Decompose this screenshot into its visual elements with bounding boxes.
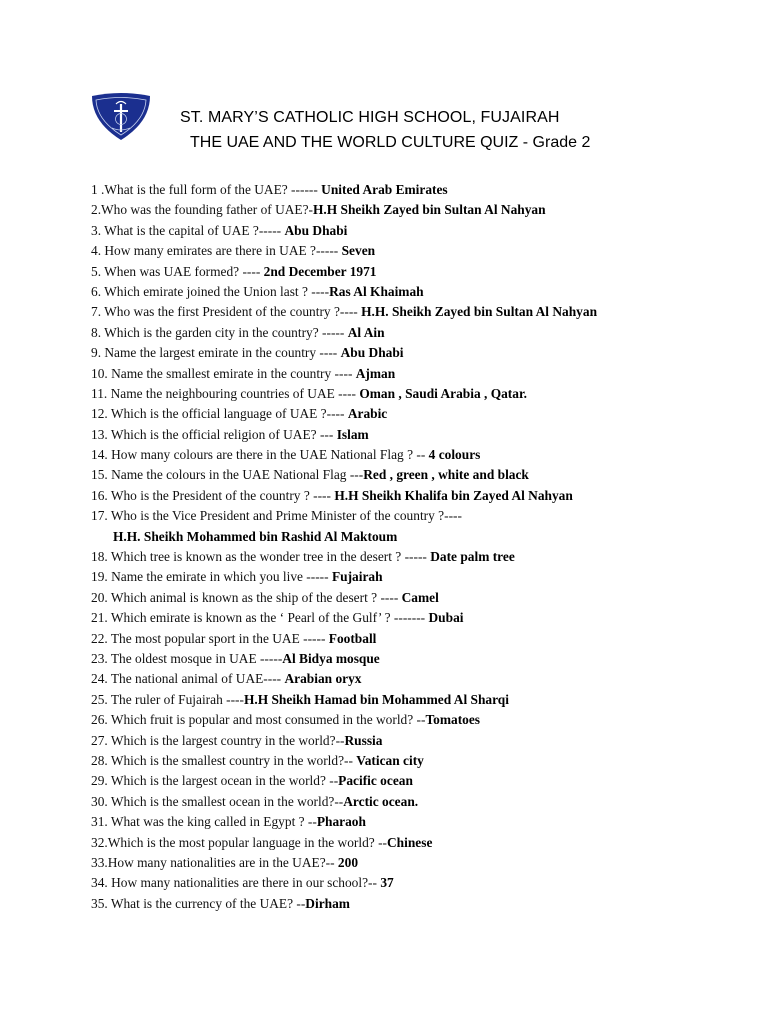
question-text: 24. The national animal of UAE---- bbox=[91, 671, 285, 687]
answer-text: 2nd December 1971 bbox=[263, 263, 377, 279]
question-item bbox=[91, 649, 597, 669]
question-item bbox=[91, 567, 597, 587]
question-item bbox=[91, 425, 597, 445]
question-item bbox=[91, 262, 597, 282]
question-item bbox=[91, 833, 597, 853]
question-item bbox=[91, 731, 597, 751]
question-item bbox=[91, 812, 597, 832]
question-text: 1 .What is the full form of the UAE? ------ bbox=[91, 182, 322, 197]
question-item bbox=[91, 751, 597, 771]
quiz-title: THE UAE AND THE WORLD CULTURE QUIZ - Grade 2 bbox=[190, 134, 591, 151]
answer-text: Chinese bbox=[387, 834, 433, 850]
question-text: 18. Which tree is known as the wonder tree in the desert ? ----- bbox=[91, 549, 431, 565]
answer-text: 4 colours bbox=[428, 447, 481, 463]
question-text: 35. What is the currency of the UAE? -- bbox=[91, 895, 306, 911]
answer-text: Arabic bbox=[347, 406, 388, 422]
question-item bbox=[91, 323, 597, 343]
question-item bbox=[91, 894, 597, 914]
question-item bbox=[91, 506, 597, 526]
question-item bbox=[91, 547, 597, 567]
answer-text: Date palm tree bbox=[430, 549, 515, 565]
answer-text: Seven bbox=[341, 243, 376, 259]
question-text: 32.Which is the most popular language in the world? -- bbox=[91, 834, 388, 850]
question-text: 5. When was UAE formed? ---- bbox=[91, 263, 264, 279]
question-text: 34. How many nationalities are there in our school?-- bbox=[91, 875, 381, 891]
question-text: 7. Who was the first President of the country ?---- bbox=[91, 304, 362, 320]
answer-text: H.H Sheikh Khalifa bin Zayed Al Nahyan bbox=[334, 487, 573, 503]
answer-text: Ajman bbox=[355, 365, 396, 381]
question-text: 20. Which animal is known as the ship of the desert ? ---- bbox=[91, 589, 402, 605]
answer-text: Tomatoes bbox=[425, 712, 481, 728]
question-text: 26. Which fruit is popular and most consumed in the world? -- bbox=[91, 712, 426, 728]
answer-text: Pacific ocean bbox=[338, 773, 413, 789]
answer-text: 37 bbox=[380, 875, 394, 891]
question-text: 4. How many emirates are there in UAE ?----- bbox=[91, 243, 342, 259]
answer-text: H.H Sheikh Hamad bin Mohammed Al Sharqi bbox=[243, 691, 509, 707]
question-text: 23. The oldest mosque in UAE ----- bbox=[91, 650, 283, 666]
question-text: 29. Which is the largest ocean in the world? -- bbox=[91, 773, 339, 789]
question-item bbox=[91, 608, 597, 628]
question-text: 10. Name the smallest emirate in the country ---- bbox=[91, 365, 356, 381]
answer-text: Camel bbox=[401, 589, 439, 605]
question-text: 33.How many nationalities are in the UAE?-- bbox=[91, 854, 338, 870]
question-item bbox=[91, 853, 597, 873]
question-text: 13. Which is the official religion of UAE? --- bbox=[91, 426, 337, 442]
question-item bbox=[91, 445, 597, 465]
question-list bbox=[91, 180, 597, 914]
answer-text: United Arab Emirates bbox=[321, 182, 448, 197]
answer-text: Dubai bbox=[428, 610, 464, 626]
question-item bbox=[91, 180, 597, 200]
question-item bbox=[91, 221, 597, 241]
school-crest-icon bbox=[90, 92, 152, 142]
answer-text: Pharaoh bbox=[316, 814, 366, 830]
question-item bbox=[91, 465, 597, 485]
question-item bbox=[91, 343, 597, 363]
question-text: 16. Who is the President of the country ? ---- bbox=[91, 487, 335, 503]
answer-text: Islam bbox=[336, 426, 369, 442]
answer-text: Abu Dhabi bbox=[284, 222, 348, 238]
answer-text: Fujairah bbox=[331, 569, 383, 585]
question-item bbox=[91, 873, 597, 893]
answer-text: Ras Al Khaimah bbox=[329, 283, 424, 299]
answer-text: Al Ain bbox=[347, 324, 385, 340]
question-text: 19. Name the emirate in which you live ----- bbox=[91, 569, 332, 585]
answer-text: Al Bidya mosque bbox=[282, 650, 380, 666]
question-text: 22. The most popular sport in the UAE ----- bbox=[91, 630, 329, 646]
answer-text: Football bbox=[328, 630, 377, 646]
question-item bbox=[91, 241, 597, 261]
question-item bbox=[91, 527, 597, 547]
question-text: 6. Which emirate joined the Union last ? ---- bbox=[91, 283, 330, 299]
answer-text: Abu Dhabi bbox=[340, 345, 404, 361]
question-text: 15. Name the colours in the UAE National Flag --- bbox=[91, 467, 364, 483]
question-item bbox=[91, 669, 597, 689]
question-item bbox=[91, 404, 597, 424]
question-text: 25. The ruler of Fujairah ---- bbox=[91, 691, 244, 707]
answer-text: 200 bbox=[337, 854, 359, 870]
question-item bbox=[91, 771, 597, 791]
answer-text: Arabian oryx bbox=[284, 671, 362, 687]
question-item bbox=[91, 302, 597, 322]
question-item bbox=[91, 364, 597, 384]
answer-text: H.H. Sheikh Mohammed bin Rashid Al Maktoum bbox=[113, 528, 398, 544]
question-text: 11. Name the neighbouring countries of UAE ---- bbox=[91, 385, 360, 401]
question-item bbox=[91, 629, 597, 649]
question-item bbox=[91, 200, 597, 220]
question-text: 9. Name the largest emirate in the country ---- bbox=[91, 345, 341, 361]
answer-text: Red , green , white and black bbox=[363, 467, 529, 483]
answer-text: Russia bbox=[344, 732, 383, 748]
answer-text: Dirham bbox=[305, 895, 350, 911]
answer-text: Vatican city bbox=[356, 752, 424, 768]
question-text: 12. Which is the official language of UAE ?---- bbox=[91, 406, 348, 422]
question-text: 8. Which is the garden city in the country? ----- bbox=[91, 324, 348, 340]
answer-text: Arctic ocean. bbox=[343, 793, 419, 809]
question-item bbox=[91, 588, 597, 608]
question-text: 17. Who is the Vice President and Prime Minister of the country ?---- bbox=[91, 508, 462, 524]
answer-text: H.H Sheikh Zayed bin Sultan Al Nahyan bbox=[313, 202, 546, 218]
question-item bbox=[91, 792, 597, 812]
question-item bbox=[91, 282, 597, 302]
question-item bbox=[91, 486, 597, 506]
question-item bbox=[91, 690, 597, 710]
question-text: 21. Which emirate is known as the ‘ Pearl of the Gulf’ ? ------- bbox=[91, 610, 429, 626]
answer-text: H.H. Sheikh Zayed bin Sultan Al Nahyan bbox=[361, 304, 598, 320]
school-name: ST. MARY’S CATHOLIC HIGH SCHOOL, FUJAIRAH bbox=[180, 109, 560, 126]
question-text: 31. What was the king called in Egypt ? -- bbox=[91, 814, 317, 830]
question-text: 28. Which is the smallest country in the world?-- bbox=[91, 752, 357, 768]
question-text: 14. How many colours are there in the UAE National Flag ? -- bbox=[91, 447, 429, 463]
question-item bbox=[91, 384, 597, 404]
question-item bbox=[91, 710, 597, 730]
question-text: 30. Which is the smallest ocean in the world?-- bbox=[91, 793, 344, 809]
answer-text: Oman , Saudi Arabia , Qatar. bbox=[359, 385, 528, 401]
question-text: 3. What is the capital of UAE ?----- bbox=[91, 222, 285, 238]
question-text: 2.Who was the founding father of UAE?- bbox=[91, 202, 313, 218]
question-text: 27. Which is the largest country in the world?-- bbox=[91, 732, 345, 748]
